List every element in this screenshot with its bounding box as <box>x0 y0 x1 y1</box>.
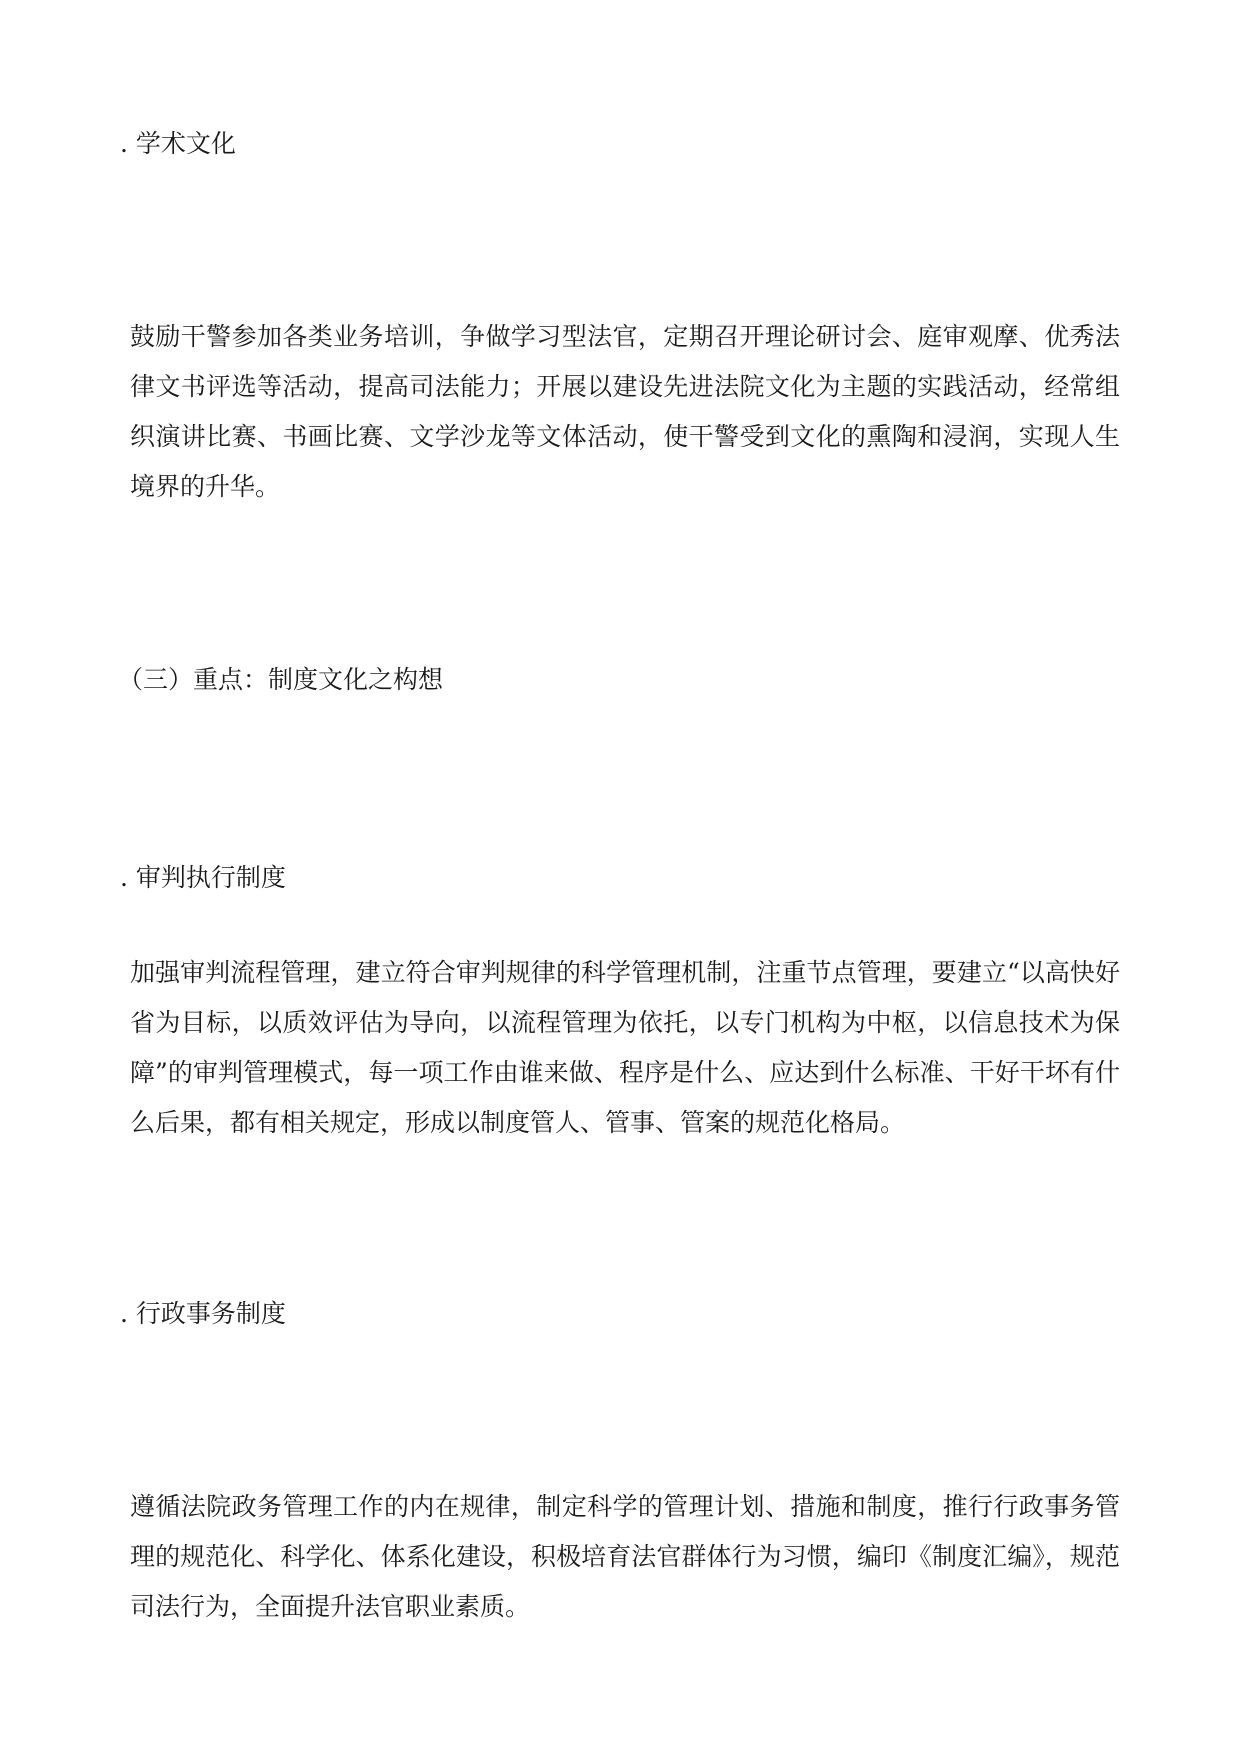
heading-trial-system: . 审判执行制度 <box>120 863 286 892</box>
section-heading-institutional-culture: （三）重点：制度文化之构想 <box>118 665 444 694</box>
heading-academic-culture: . 学术文化 <box>120 129 236 158</box>
paragraph-trial-system: 加强审判流程管理，建立符合审判规律的科学管理机制，注重节点管理，要建立“以高快好省为目标，以质效评估为导向，以流程管理为依托，以专门机构为中枢，以信息技术为保障”的审判管理模式，每一项工作由谁来做、程序是什么、应达到什么标准、干好干坏有什么后果，都有相关规定，形成以制度管人、管事、管案的规范化格局。 <box>130 958 1120 1137</box>
paragraph-academic-culture: 鼓励干警参加各类业务培训，争做学习型法官，定期召开理论研讨会、庭审观摩、优秀法律文书评选等活动，提高司法能力；开展以建设先进法院文化为主题的实践活动，经常组织演讲比赛、书画比赛、文学沙龙等文体活动，使干警受到文化的熏陶和浸润，实现人生境界的升华。 <box>130 322 1120 501</box>
paragraph-admin-system: 遵循法院政务管理工作的内在规律，制定科学的管理计划、措施和制度，推行行政事务管理的规范化、科学化、体系化建设，积极培育法官群体行为习惯，编印《制度汇编》，规范司法行为，全面提升法官职业素质。 <box>130 1492 1120 1621</box>
heading-admin-system: . 行政事务制度 <box>120 1299 286 1328</box>
